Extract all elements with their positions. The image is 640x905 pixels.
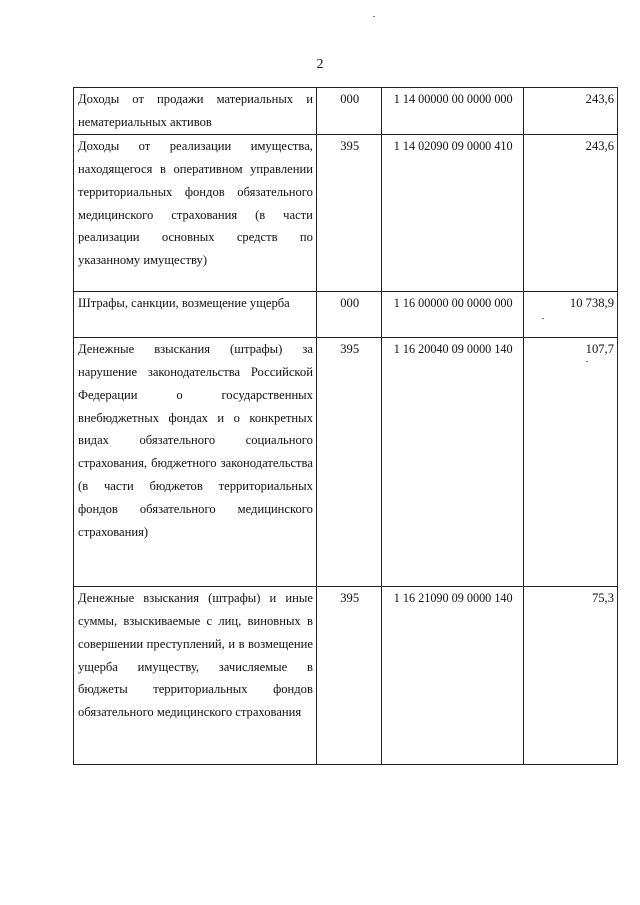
table-row bbox=[74, 586, 618, 764]
revenue-name-cell: Штрафы, санкции, возмещение ущерба bbox=[74, 291, 317, 337]
admin-code-cell: 000 bbox=[316, 291, 381, 337]
revenue-name-cell: Доходы от реализации имущества, находящегося в оперативном управлении территориальных фондов обязательного медицинского страхования (в части реализации основных средств по указанному имуществу) bbox=[74, 134, 317, 291]
table-row bbox=[74, 134, 618, 291]
admin-code-cell: 395 bbox=[316, 134, 381, 291]
amount-cell: 243,6 bbox=[523, 134, 617, 291]
revenue-name-cell: Доходы от продажи материальных и нематериальных активов bbox=[74, 88, 317, 135]
page-number: 2 bbox=[316, 57, 324, 72]
revenue-name-cell: Денежные взыскания (штрафы) за нарушение законодательства Российской Федерации о государственных внебюджетных фондах и о конкретных видах обязательного социального страхования, бюджетного законодательства (в части бюджетов территориальных фондов обязательного медицинского страхования) bbox=[74, 337, 317, 586]
scan-speck bbox=[373, 16, 375, 17]
amount-cell: 243,6 bbox=[523, 88, 617, 135]
budget-code-cell: 1 14 02090 09 0000 410 bbox=[382, 134, 524, 291]
table-row bbox=[74, 291, 618, 337]
admin-code-cell: 395 bbox=[316, 337, 381, 586]
admin-code-cell: 395 bbox=[316, 586, 381, 764]
amount-cell: 10 738,9 bbox=[523, 291, 617, 337]
admin-code-cell: 000 bbox=[316, 88, 381, 135]
budget-code-cell: 1 16 21090 09 0000 140 bbox=[382, 586, 524, 764]
amount-cell: 107,7 bbox=[523, 337, 617, 586]
table-row bbox=[74, 337, 618, 586]
budget-code-cell: 1 16 00000 00 0000 000 bbox=[382, 291, 524, 337]
amount-cell: 75,3 bbox=[523, 586, 617, 764]
budget-code-cell: 1 14 00000 00 0000 000 bbox=[382, 88, 524, 135]
budget-code-cell: 1 16 20040 09 0000 140 bbox=[382, 337, 524, 586]
revenue-table bbox=[73, 87, 618, 765]
table-row bbox=[74, 88, 618, 135]
revenue-name-cell: Денежные взыскания (штрафы) и иные суммы, взыскиваемые с лиц, виновных в совершении преступлений, и в возмещение ущерба имуществу, зачисляемые в бюджеты территориальных фондов обязательного медицинского страхования bbox=[74, 586, 317, 764]
